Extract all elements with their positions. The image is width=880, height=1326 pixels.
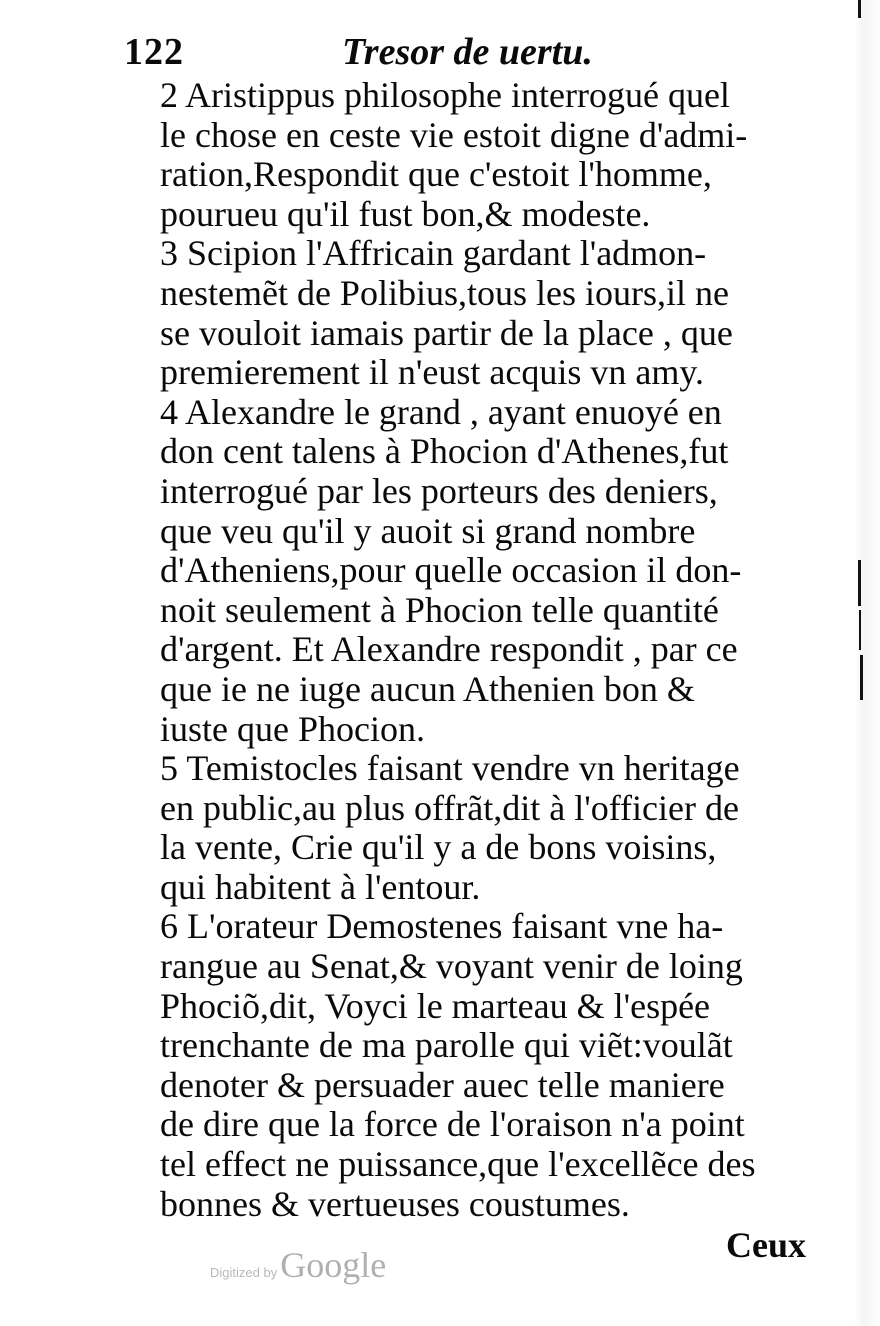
text-line: le chose en ceste vie estoit digne d'admi-	[160, 115, 748, 155]
text-line: rangue au Senat,& voyant venir de loing	[160, 947, 743, 987]
text-line: iuste que Phocion.	[160, 709, 425, 749]
text-line: Phociõ,dit, Voyci le marteau & l'espée	[160, 986, 711, 1026]
text-line: 5 Temistocles faisant vendre vn heritage	[160, 749, 740, 789]
text-line: interrogué par les porteurs des deniers,	[160, 471, 718, 511]
text-line: noit seulement à Phocion telle quantité	[160, 590, 719, 630]
running-title: Tresor de uertu.	[342, 31, 593, 73]
page-edge	[854, 0, 880, 1326]
edge-mark	[858, 560, 861, 606]
text-line: de dire que la force de l'oraison n'a point	[160, 1105, 745, 1145]
text-line: 6 L'orateur Demostenes faisant vne ha-	[160, 907, 724, 947]
text-line: se vouloit iamais partir de la place , que	[160, 313, 733, 353]
text-line: 4 Alexandre le grand , ayant enuoyé en	[160, 392, 722, 432]
page-header	[124, 30, 624, 74]
text-line: trenchante de ma parolle qui viẽt:voulãt	[160, 1026, 733, 1066]
text-line: premierement il n'eust acquis vn amy.	[160, 353, 704, 393]
text-line: 2 Aristippus philosophe interrogué quel	[160, 76, 730, 115]
text-line: d'Atheniens,pour quelle occasion il don-	[160, 551, 742, 591]
edge-mark	[859, 610, 861, 650]
edge-mark	[858, 0, 861, 18]
text-line: denoter & persuader auec telle maniere	[160, 1065, 725, 1105]
body-text	[160, 76, 820, 1224]
text-line: don cent talens à Phocion d'Athenes,fut	[160, 432, 729, 472]
text-line: la vente, Crie qu'il y a de bons voisins,	[160, 828, 717, 868]
text-line: en public,au plus offrãt,dit à l'officier de	[160, 788, 739, 828]
text-line: pourueu qu'il fust bon,& modeste.	[160, 194, 651, 234]
text-line: qui habitent à l'entour.	[160, 867, 481, 907]
edge-mark	[860, 655, 863, 700]
page-number: 122	[124, 31, 184, 73]
text-line: que veu qu'il y auoit si grand nombre	[160, 511, 696, 551]
text-line: 3 Scipion l'Affricain gardant l'admon-	[160, 234, 707, 274]
text-line: ration,Respondit que c'estoit l'homme,	[160, 155, 712, 195]
watermark-small-text: Digitized by	[210, 1265, 278, 1280]
google-logo: Google	[280, 1245, 387, 1285]
text-line: que ie ne iuge aucun Athenien bon &	[160, 669, 695, 709]
digitized-watermark	[210, 1244, 386, 1286]
catchword: Ceux	[726, 1225, 806, 1265]
text-line: bonnes & vertueuses coustumes.	[160, 1184, 630, 1224]
text-line: nestemẽt de Polibius,tous les iours,il ne	[160, 273, 729, 313]
text-line: tel effect ne puissance,que l'excellẽce des	[160, 1145, 756, 1185]
text-line: d'argent. Et Alexandre respondit , par ce	[160, 630, 738, 670]
